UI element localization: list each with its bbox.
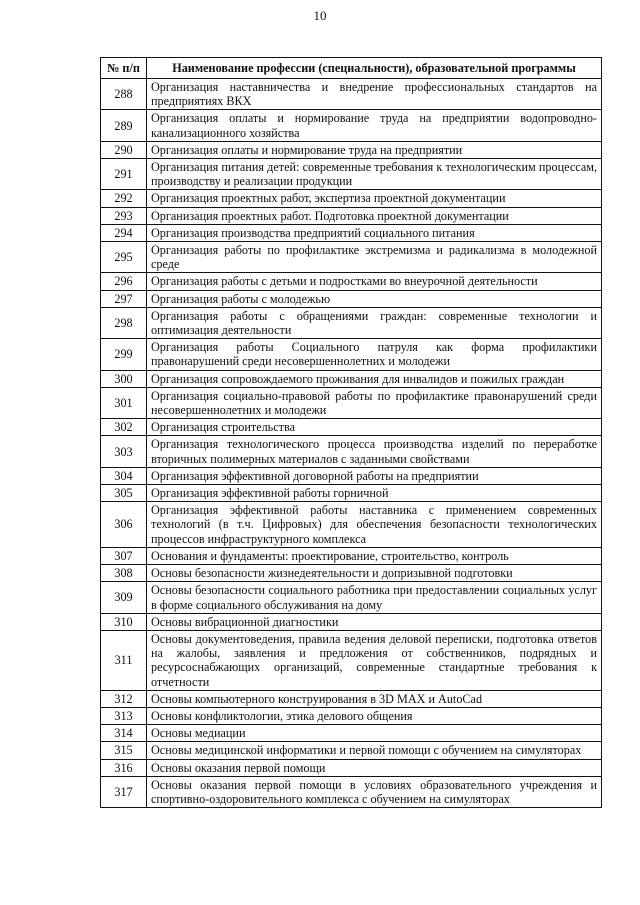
table-row [101,613,602,630]
program-name: Организация проектных работ, экспертиза проектной документации [147,190,602,207]
row-number: 307 [101,547,147,564]
table-row [101,742,602,759]
row-number: 304 [101,467,147,484]
program-name: Организация сопровождаемого проживания для инвалидов и пожилых граждан [147,370,602,387]
table-row [101,565,602,582]
table-row [101,547,602,564]
row-number: 292 [101,190,147,207]
row-number: 309 [101,582,147,613]
row-number: 315 [101,742,147,759]
column-header-name: Наименование профессии (специальности), образовательной программы [147,58,602,79]
program-name: Организация оплаты и нормирование труда на предприятии [147,141,602,158]
table-row [101,776,602,807]
table-body [101,79,602,808]
program-name: Основы документоведения, правила ведения деловой переписки, подготовка ответов на жалобы, заявления и предложения от собственников, подрядных и ресурсоснабжающих организаций, современные стандартные требования к отчетности [147,630,602,690]
column-header-number: № п/п [101,58,147,79]
program-name: Организация эффективной работы наставника с применением современных технологий (в т.ч. Цифровых) для обеспечения безопасности технологических процессов инфраструктурного комплекса [147,502,602,548]
table-header-row [101,58,602,79]
table-row [101,582,602,613]
row-number: 299 [101,339,147,370]
row-number: 308 [101,565,147,582]
program-name: Организация работы Социального патруля как форма профилактики правонарушений среди несовершеннолетних и молодежи [147,339,602,370]
program-name: Основы вибрационной диагностики [147,613,602,630]
table-row [101,141,602,158]
program-name: Организация работы по профилактике экстремизма и радикализма в молодежной среде [147,242,602,273]
row-number: 294 [101,224,147,241]
row-number: 293 [101,207,147,224]
row-number: 311 [101,630,147,690]
table-row [101,159,602,190]
row-number: 290 [101,141,147,158]
program-name: Организация проектных работ. Подготовка проектной документации [147,207,602,224]
row-number: 295 [101,242,147,273]
program-name: Организация строительства [147,419,602,436]
program-name: Основы безопасности социального работника при предоставлении социальных услуг в форме социального обслуживания на дому [147,582,602,613]
program-name: Организация работы с обращениями граждан: современные технологии и оптимизация деятельности [147,307,602,338]
table-row [101,110,602,141]
row-number: 306 [101,502,147,548]
table-row [101,290,602,307]
row-number: 301 [101,387,147,418]
row-number: 288 [101,79,147,110]
program-name: Организация производства предприятий социального питания [147,224,602,241]
row-number: 300 [101,370,147,387]
page-number: 10 [313,8,327,23]
table-row [101,224,602,241]
row-number: 296 [101,273,147,290]
table-row [101,759,602,776]
row-number: 317 [101,776,147,807]
program-name: Основы безопасности жизнедеятельности и допризывной подготовки [147,565,602,582]
row-number: 298 [101,307,147,338]
table-row [101,339,602,370]
table-row [101,630,602,690]
program-name: Основы оказания первой помощи в условиях образовательного учреждения и спортивно-оздоровительного комплекса с обучением на симуляторах [147,776,602,807]
table-row [101,690,602,707]
program-name: Организация питания детей: современные требования к технологическим процессам, производству и реализации продукции [147,159,602,190]
row-number: 291 [101,159,147,190]
table-row [101,370,602,387]
row-number: 297 [101,290,147,307]
program-name: Основы компьютерного конструирования в 3D MAX и AutoCad [147,690,602,707]
table-row [101,242,602,273]
row-number: 289 [101,110,147,141]
table-row [101,485,602,502]
program-name: Основы медицинской информатики и первой помощи с обучением на симуляторах [147,742,602,759]
table-row [101,467,602,484]
row-number: 305 [101,485,147,502]
table-row [101,207,602,224]
row-number: 302 [101,419,147,436]
program-name: Основы оказания первой помощи [147,759,602,776]
table-row [101,419,602,436]
row-number: 303 [101,436,147,467]
row-number: 314 [101,725,147,742]
program-name: Организация технологического процесса производства изделий по переработке вторичных полимерных материалов с заданными свойствами [147,436,602,467]
program-name: Организация эффективной работы горничной [147,485,602,502]
programs-table [100,57,602,808]
program-name: Организация работы с детьми и подростками во внеурочной деятельности [147,273,602,290]
table-row [101,502,602,548]
table-row [101,436,602,467]
table-row [101,79,602,110]
program-name: Организация наставничества и внедрение профессиональных стандартов на предприятиях ВКХ [147,79,602,110]
program-name: Организация эффективной договорной работы на предприятии [147,467,602,484]
table-row [101,387,602,418]
row-number: 310 [101,613,147,630]
program-name: Основы конфликтологии, этика делового общения [147,707,602,724]
table-row [101,307,602,338]
program-name: Организация социально-правовой работы по профилактике правонарушений среди несовершеннолетних и молодежи [147,387,602,418]
table-row [101,190,602,207]
row-number: 312 [101,690,147,707]
program-name: Основания и фундаменты: проектирование, строительство, контроль [147,547,602,564]
table-row [101,725,602,742]
program-name: Организация работы с молодежью [147,290,602,307]
program-name: Организация оплаты и нормирование труда на предприятии водопроводно-канализационного хозяйства [147,110,602,141]
row-number: 316 [101,759,147,776]
table-row [101,273,602,290]
row-number: 313 [101,707,147,724]
program-name: Основы медиации [147,725,602,742]
table-row [101,707,602,724]
